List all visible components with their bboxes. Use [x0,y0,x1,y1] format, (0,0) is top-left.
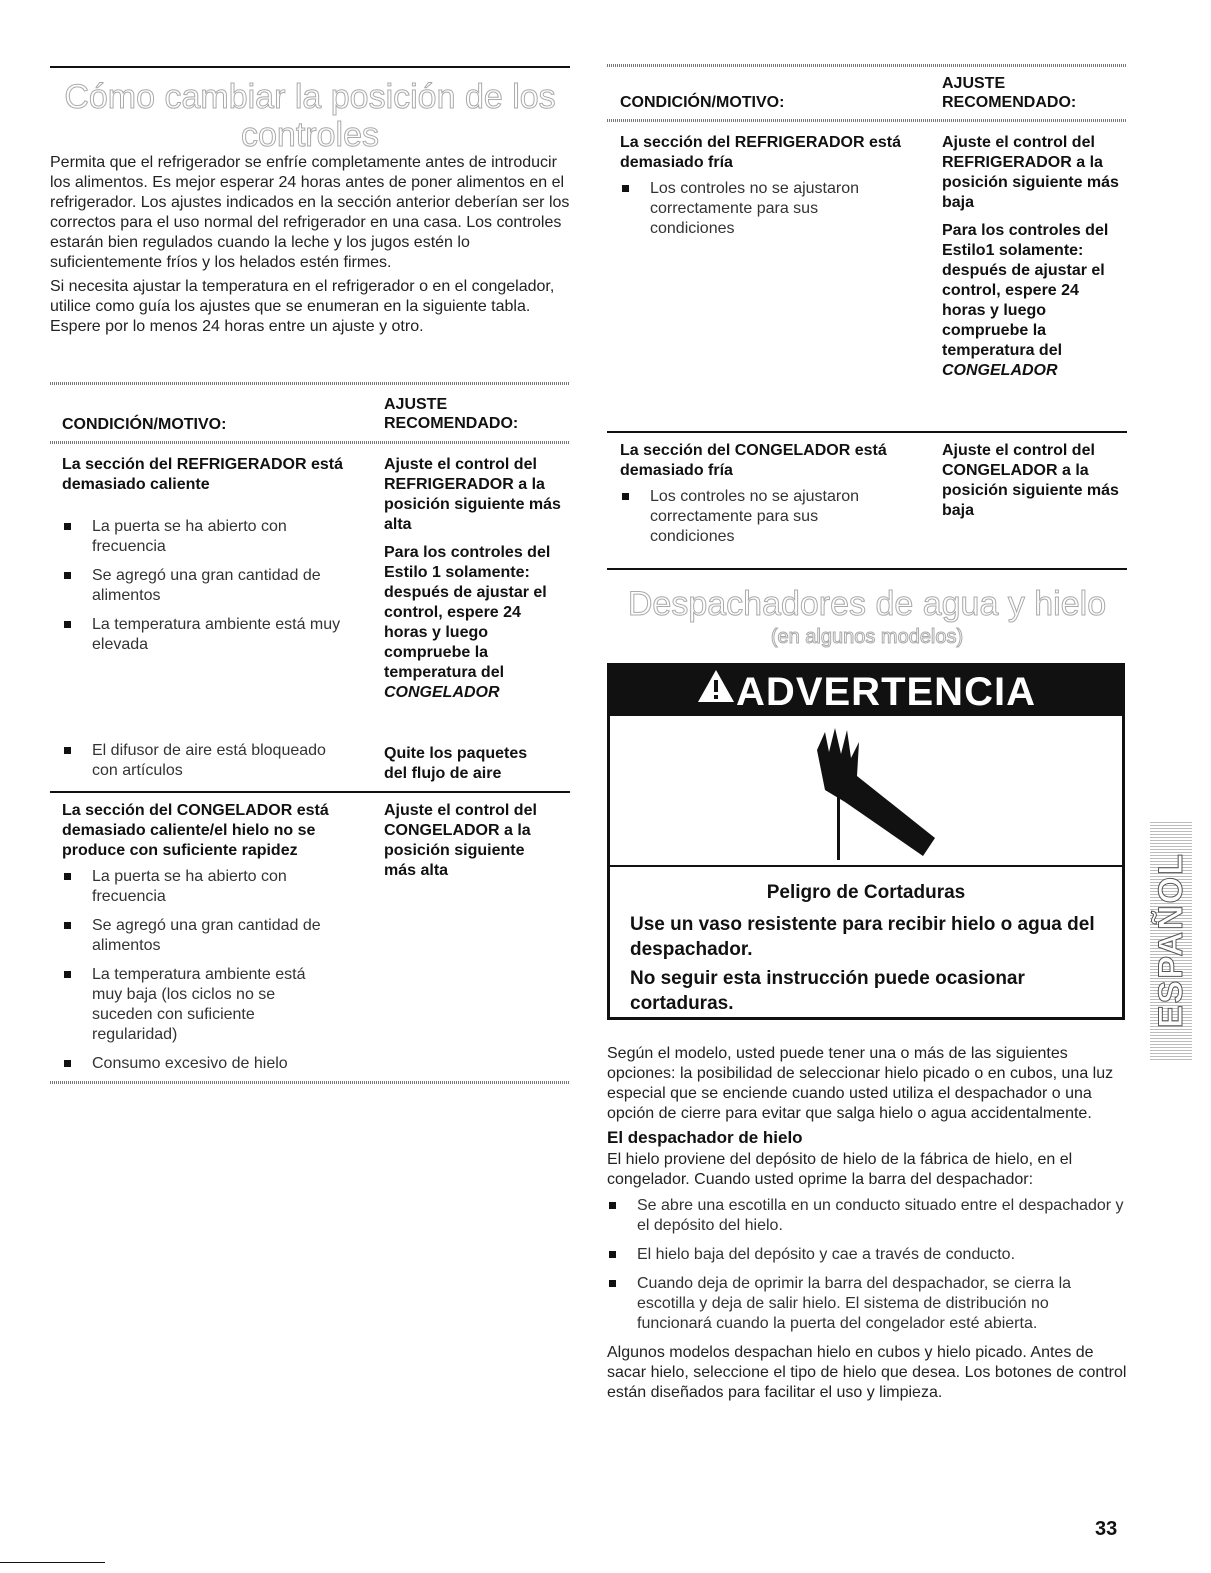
section-title-line1: Cómo cambiar la posición de los [64,78,556,116]
row4-condition [620,441,920,556]
list-item: Cuando deja de oprimir la barra del despachador, se cierra la escotilla y deja de salir hielo. El sistema de distribución no funcionará cuando la puerta del congelador esté abierta. [607,1274,1127,1334]
row4-condition-label: La sección del CONGELADOR está demasiado fría [620,442,887,479]
list-item: Los controles no se ajustaron correctamente para sus condiciones [620,179,875,239]
row3-bullet-list [620,179,910,239]
dispenser-subtitle: (en algunos modelos) [770,626,964,648]
section-title [50,78,570,154]
bottom-edge-rule [0,1562,105,1563]
warning-box [607,663,1125,1020]
row2-condition [62,801,362,1083]
row1-condition-label: La sección del REFRIGERADOR está demasiado caliente [62,456,343,493]
right-header-adjust-line2: RECOMENDADO: [942,94,1077,111]
row3-condition-label: La sección del REFRIGERADOR está demasiado fría [620,134,901,171]
hazard-title: Peligro de Cortaduras [766,882,966,903]
hazard-line-1: Use un vaso resistente para recibir hielo o agua del despachador. [630,914,1095,960]
row1-bottom-rule [50,791,570,793]
warning-label: ADVERTENCIA [736,670,1036,714]
list-item: Se agregó una gran cantidad de alimentos [62,916,362,956]
list-item: La puerta se ha abierto con frecuencia [62,517,352,557]
row1-extra-bullet [62,741,352,790]
right-header-condition: CONDICIÓN/MOTIVO: [620,94,785,111]
list-item: La puerta se ha abierto con frecuencia [62,867,292,907]
row3-condition [620,133,910,248]
list-item: El hielo baja del depósito y cae a través de conducto. [607,1245,1127,1265]
row1-condition [62,455,352,664]
hazard-line-2: No seguir esta instrucción puede ocasionar cortaduras. [630,968,1025,1014]
table-header-adjust-line1: AJUSTE [384,396,448,413]
intro-paragraph-2: Si necesita ajustar la temperatura en el refrigerador o en el congelador, utilice como guía los ajustes que se enumeran en la siguiente tabla. Espere por lo menos 24 horas entre un ajuste y otro. [50,278,555,335]
row1-rec-1: Ajuste el control del REFRIGERADOR a la posición siguiente más alta [384,456,561,533]
table-bottom-rule [50,1081,570,1084]
language-side-tab-label: ESPAÑOL [1152,852,1190,1028]
row3-recommendation [942,133,1122,381]
row1-bullet-list [62,517,352,655]
list-item: El difusor de aire está bloqueado con artículos [62,741,352,781]
ice-dispenser-paragraph: El hielo proviene del depósito de hielo de la fábrica de hielo, en el congelador. Cuando usted oprime la barra del despachador: [607,1151,1073,1188]
dispenser-title: Despachadores de agua y hielo [627,585,1107,623]
ice-bullet-list [607,1196,1127,1334]
warning-triangle-icon [696,665,736,717]
row4-bullet-list [620,487,920,547]
closing-paragraph: Algunos modelos despachan hielo en cubos y hielo picado. Antes de sacar hielo, seleccione el tipo de hielo que desea. Los botones de control están diseñados para facilitar el uso y limpieza. [607,1344,1127,1401]
list-item: La temperatura ambiente está muy elevada [62,615,352,655]
row1-rec-2-text: Para los controles del Estilo 1 solamente: después de ajustar el control, espere 24 horas y luego compruebe la temperatura del [384,544,551,681]
list-item: Se abre una escotilla en un conducto situado entre el despachador y el depósito del hielo. [607,1196,1127,1236]
list-item: Consumo excesivo de hielo [62,1054,362,1074]
row1-rec-2 [384,543,564,703]
table-header-adjust [384,395,518,433]
right-section-rule [607,568,1127,570]
row2-condition-label: La sección del CONGELADOR está demasiado caliente/el hielo no se produce con suficiente rapidez [62,802,329,859]
page-number: 33 [1095,1518,1118,1540]
row3-rec-2 [942,221,1122,381]
dispenser-intro: Según el modelo, usted puede tener una o más de las siguientes opciones: la posibilidad de seleccionar hielo picado o en cubos, una luz especial que se enciende cuando usted utiliza el despachador o una opción de cierre para evitar que salga hielo o agua accidentalmente. [607,1045,1114,1122]
right-header-adjust [942,74,1076,112]
right-table-top-rule [607,64,1127,67]
row2-recommendation: Ajuste el control del CONGELADOR a la posición siguiente más alta [384,802,537,879]
row4-recommendation: Ajuste el control del CONGELADOR a la posición siguiente más baja [942,442,1119,519]
row2-bullet-list [62,867,362,1074]
table-top-rule [50,382,570,385]
top-rule-left [50,66,570,68]
hand-cut-icon [795,720,945,860]
row3-rec-1: Ajuste el control del REFRIGERADOR a la posición siguiente más baja [942,134,1119,211]
dispenser-body [607,1044,1127,1407]
list-item: La temperatura ambiente está muy baja (los ciclos no se suceden con suficiente regularidad) [62,965,312,1045]
row1-rec-2-italic: CONGELADOR [384,684,500,701]
section-title-line2: controles [241,116,379,154]
intro-paragraph-1: Permita que el refrigerador se enfríe completamente antes de introducir los alimentos. Es mejor esperar 24 horas antes de poner alimentos en el refrigerador. Los ajustes indicados en la sección anterior deberían ser los correctos para el uso normal del refrigerador en una casa. Los controles estarán bien regulados cuando la leche y los jugos estén lo suficientemente fríos y los helados estén firmes. [50,154,570,271]
table-header-rule [50,441,570,444]
warning-banner [610,666,1122,716]
row3-rec-2-text: Para los controles del Estilo1 solamente: después de ajustar el control, espere 24 horas y luego compruebe la temperatura del [942,222,1109,359]
row3-bottom-rule [607,431,1127,433]
intro-text [50,153,570,341]
row1-recommendation [384,455,564,703]
ice-dispenser-heading: El despachador de hielo [607,1128,803,1147]
table-header-condition: CONDICIÓN/MOTIVO: [62,416,227,433]
right-header-adjust-line1: AJUSTE [942,75,1006,92]
table-header-adjust-line2: RECOMENDADO: [384,415,519,432]
warning-separator [610,865,1122,867]
row1-rec-3: Quite los paquetes del flujo de aire [384,745,528,782]
right-table-header-rule [607,119,1127,122]
row3-rec-2-italic: CONGELADOR [942,362,1058,379]
list-item: Los controles no se ajustaron correctamente para sus condiciones [620,487,875,547]
list-item: Se agregó una gran cantidad de alimentos [62,566,352,606]
